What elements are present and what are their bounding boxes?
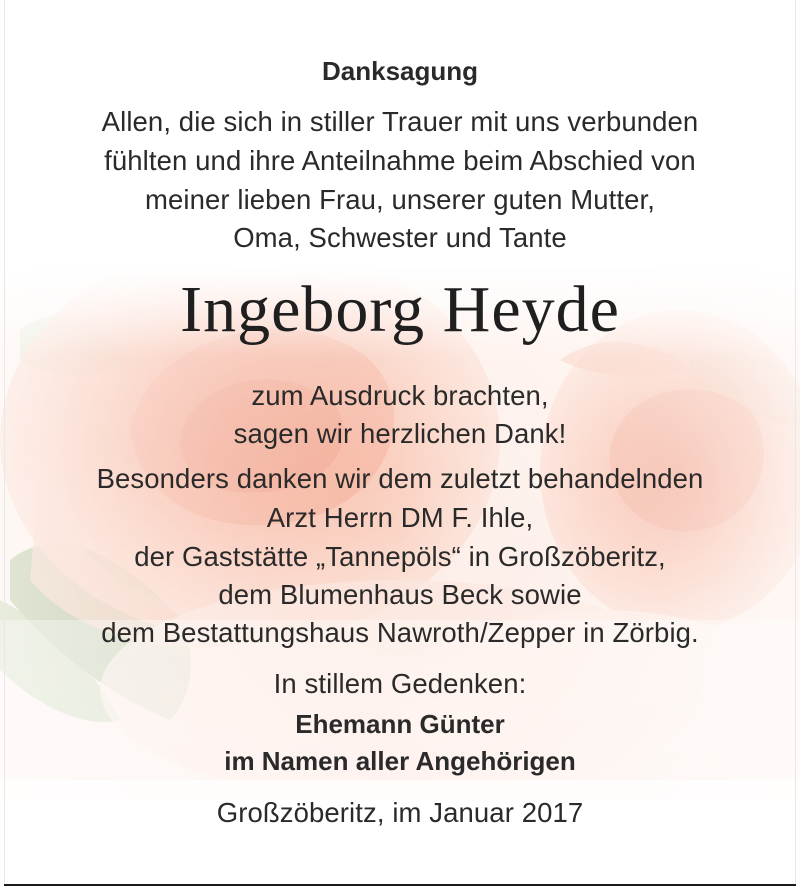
intro-line: meiner lieben Frau, unserer guten Mutter, — [144, 184, 656, 215]
intro-line: Oma, Schwester und Tante — [233, 222, 567, 253]
intro-line: Allen, die sich in stiller Trauer mit uns verbunden — [101, 106, 699, 137]
signatory: Ehemann Günter — [295, 709, 505, 739]
special-thanks-line: dem Bestattungshaus Nawroth/Zepper in Zörbig. — [101, 617, 699, 648]
notice-heading: Danksagung — [321, 56, 479, 86]
place-date: Großzöberitz, im Januar 2017 — [216, 797, 584, 828]
thanks-line: sagen wir herzlichen Dank! — [233, 418, 567, 449]
memory-label: In stillem Gedenken: — [273, 668, 527, 699]
border-right — [795, 0, 796, 886]
intro-line: fühlten und ihre Anteilnahme beim Abschied von — [104, 145, 696, 176]
special-thanks-line: Besonders danken wir dem zuletzt behandelnden — [96, 463, 704, 494]
special-thanks-line: Arzt Herrn DM F. Ihle, — [266, 502, 534, 533]
bottom-border — [4, 884, 796, 886]
special-thanks-line: der Gaststätte „Tannepöls“ in Großzöberitz, — [134, 541, 666, 572]
signatory: im Namen aller Angehörigen — [224, 746, 576, 776]
thanks-line: zum Ausdruck brachten, — [251, 380, 549, 411]
deceased-name: Ingeborg Heyde — [180, 273, 620, 346]
border-left — [4, 0, 5, 886]
special-thanks-line: dem Blumenhaus Beck sowie — [218, 579, 582, 610]
